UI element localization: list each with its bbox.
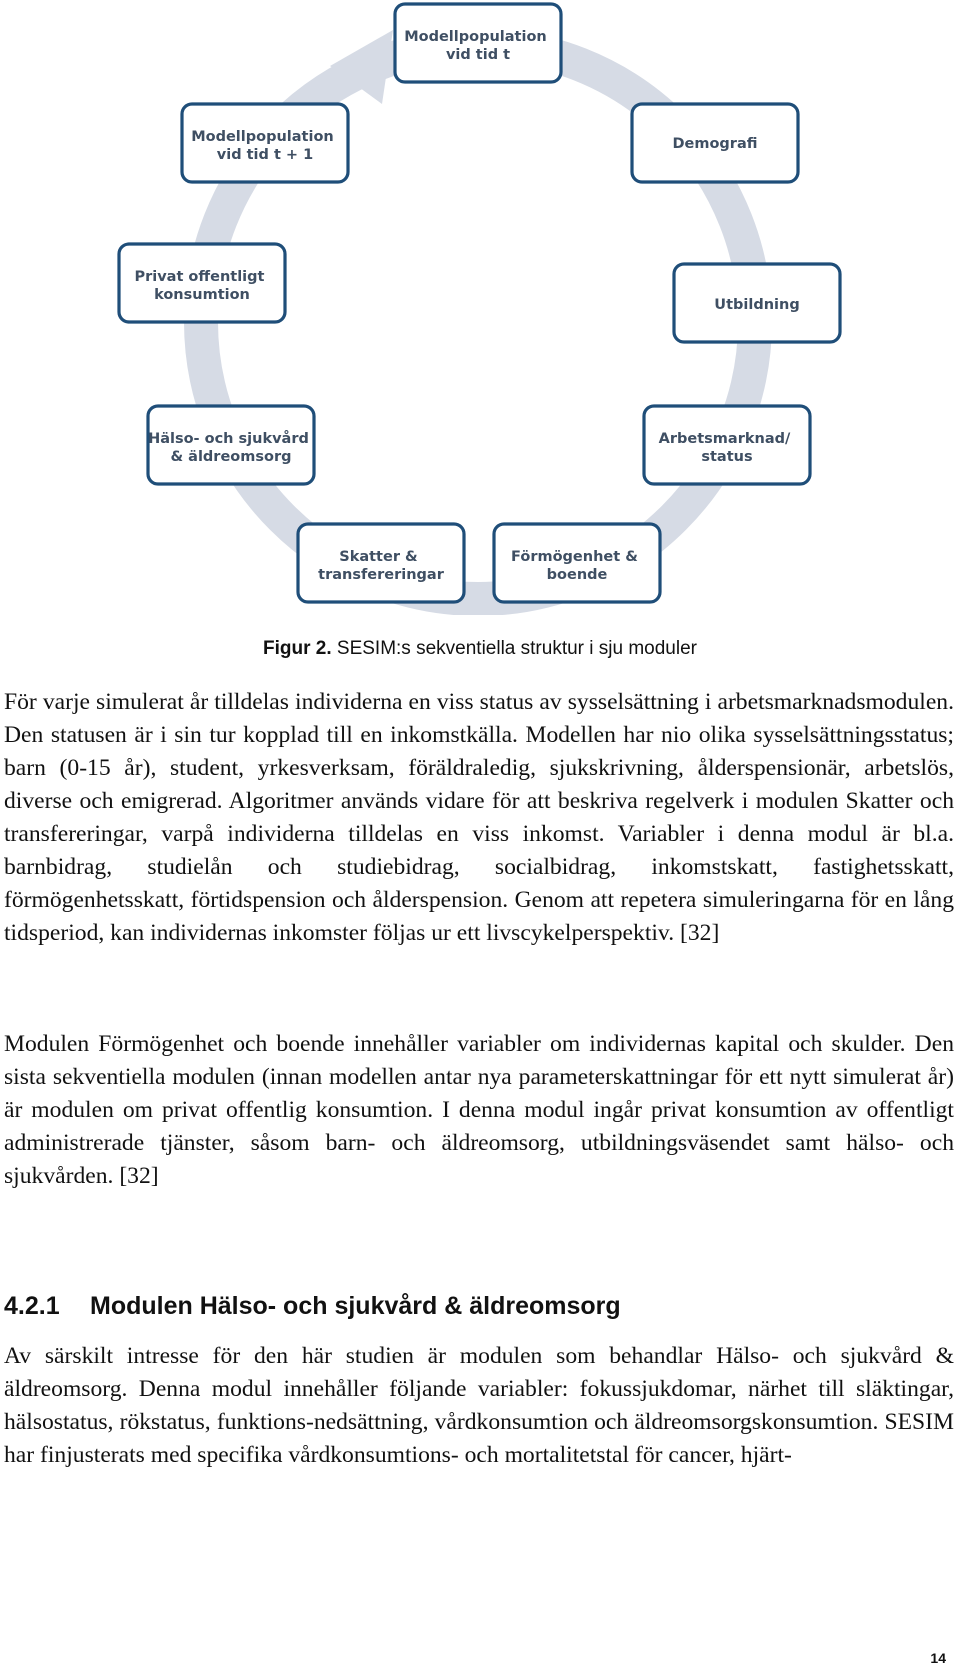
module-label-line: Arbetsmarknad/	[658, 431, 791, 447]
module-label-line: vid tid t	[445, 47, 511, 63]
module-label-line: Modellpopulation	[191, 129, 334, 145]
paragraph-halso: Av särskilt intresse för den här studien är modulen som behandlar Hälso- och sjukvård & äldreomsorg. Denna modul innehåller följande variabler: fokussjukdomar, närhet till släktingar, hälsostatus, rökstatus, funktions-nedsättning, vårdkonsumtion och äldreomsorgskonsumtion. SESIM har finjusterats med specifika vårdkonsumtions- och mortalitetstal för cancer, hjärt-	[4, 1343, 954, 1468]
svg-text:Utbildning	[714, 297, 799, 313]
module-label-line: Hälso- och sjukvård	[148, 431, 309, 447]
module-label-line: konsumtion	[154, 287, 250, 303]
page-number: 14	[930, 1650, 946, 1666]
module-formogenhet	[494, 524, 660, 602]
paragraph-arbetsmarknad: För varje simulerat år tilldelas individerna en viss status av sysselsättning i arbetsmarknadsmodulen. Den statusen är i sin tur kopplad till en inkomstkälla. Modellen har nio olika sysselsättningsstatus; barn (0-15 år), student, yrkesverksam, föräldraledig, sjukskrivning, ålderspensionär, arbetslös, diverse och emigrerad. Algoritmer används vidare för att beskriva regelverk i modulen Skatter och transfereringar, varpå individerna tilldelas en viss inkomst. Variabler i denna modul är bl.a. barnbidrag, studielån och studiebidrag, socialbidrag, inkomstskatt, fastighetsskatt, förmögenhetsskatt, förtidspension och ålderspension. Genom att repetera simuleringarna för en lång tidsperiod, kan individernas inkomster följas ur ett livscykelperspektiv. [32]	[4, 689, 954, 946]
module-skatter	[298, 524, 464, 602]
module-label-line: Privat offentligt	[134, 269, 265, 285]
section-number: 4.2.1	[4, 1292, 60, 1320]
module-label-line: & äldreomsorg	[170, 449, 292, 465]
module-label-line: vid tid t + 1	[216, 147, 314, 163]
module-privat	[119, 244, 285, 322]
figure-caption-label: Figur 2.	[263, 638, 332, 659]
figure-caption	[0, 638, 960, 660]
section-heading	[4, 1292, 621, 1321]
module-label-line: boende	[546, 567, 608, 583]
module-label-line: transfereringar	[318, 567, 444, 583]
module-label-line: Utbildning	[714, 297, 800, 313]
figure-caption-text: SESIM:s sekventiella struktur i sju moduler	[331, 638, 697, 659]
section-title: Modulen Hälso- och sjukvård & äldreomsorg	[90, 1292, 621, 1320]
module-arbetsmarknad	[644, 406, 810, 484]
module-modellpopulation-t1	[182, 104, 348, 182]
module-halso	[148, 406, 314, 484]
paragraph-formogenhet: Modulen Förmögenhet och boende innehåller variabler om individernas kapital och skulder. Den sista sekventiella modulen (innan modellen antar nya parameterskattningar för ett nytt simulerat år) är modulen om privat offentlig konsumtion. I denna modul ingår privat konsumtion av offentligt administrerade tjänster, såsom barn- och äldreomsorg, utbildningsväsendet samt hälso- och sjukvården. [32]	[4, 1031, 954, 1189]
module-demografi	[632, 104, 798, 182]
module-modellpopulation-t	[395, 4, 561, 82]
module-label-line: status	[701, 449, 753, 465]
module-utbildning	[674, 264, 840, 342]
module-label-line: Skatter &	[339, 549, 418, 565]
module-label-line: Modellpopulation	[404, 29, 547, 45]
module-label-line: Förmögenhet &	[511, 549, 638, 565]
module-label-line: Demografi	[672, 136, 758, 152]
sesim-cycle-diagram	[0, 0, 960, 615]
svg-text:Demografi	[672, 136, 757, 152]
